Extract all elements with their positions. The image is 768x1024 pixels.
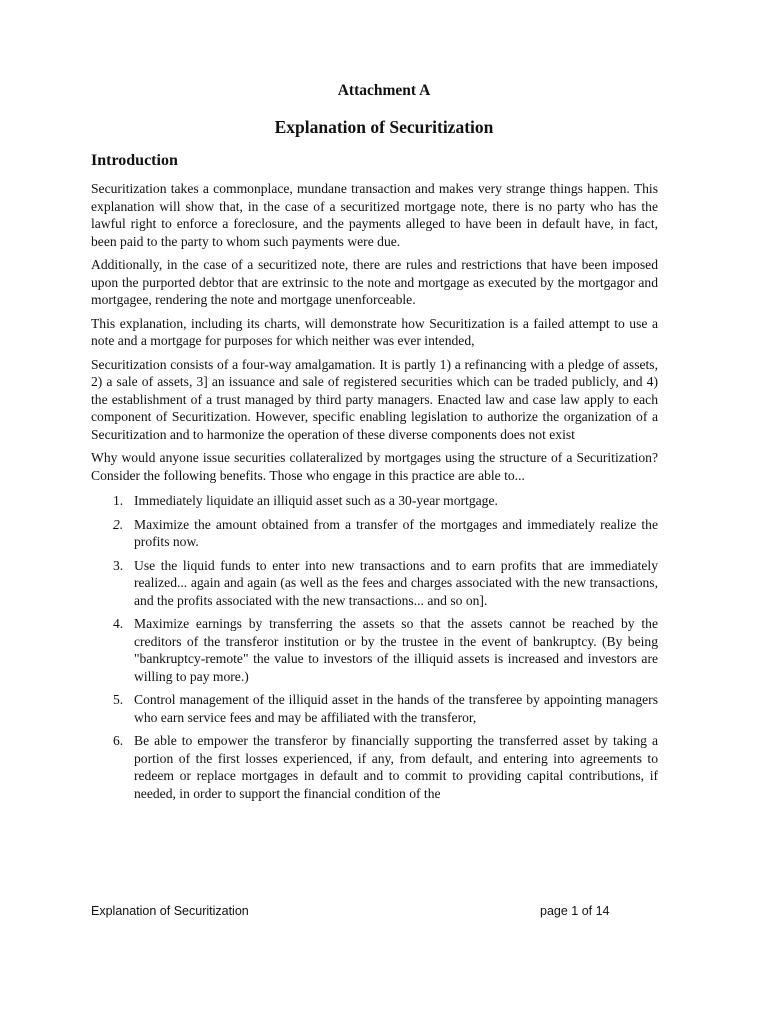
list-item-text: Be able to empower the transferor by financially supporting the transferred asset by taking a portion of the first losses experienced, if any, from default, and entering into agreements to redeem or replace mortgages in default and to commit to providing capital contributions, if needed, in order to support the financial condition of the (134, 733, 658, 801)
list-item (113, 691, 658, 726)
paragraph: Securitization consists of a four-way amalgamation. It is partly 1) a refinancing with a pledge of assets, 2) a sale of assets, 3] an issuance and sale of registered securities which can be traded publicly, and 4) the establishment of a trust managed by third party managers. Enacted law and case law apply to each component of Securitization. However, specific enabling legislation to authorize the organization of a Securitization and to harmonize the operation of these diverse components does not exist (91, 356, 658, 442)
page-number: page 1 of 14 (540, 904, 610, 918)
list-item (113, 516, 658, 551)
paragraph: This explanation, including its charts, will demonstrate how Securitization is a failed attempt to use a note and a mortgage for purposes for which neither was ever intended, (91, 315, 658, 348)
list-item-text: Use the liquid funds to enter into new transactions and to earn profits that are immediately realized... again and again (as well as the fees and charges associated with the new transactions, and the profits associated with the new transactions... and so on]. (134, 557, 658, 608)
section-heading: Introduction (91, 152, 178, 169)
list-item-text: Maximize the amount obtained from a transfer of the mortgages and immediately realize the profits now. (134, 516, 658, 549)
benefits-list (91, 492, 658, 802)
list-item-text: Control management of the illiquid asset in the hands of the transferee by appointing managers who earn service fees and may be affiliated with the transferor, (134, 692, 658, 725)
list-item-number: 1. (113, 493, 124, 508)
list-item (113, 492, 658, 510)
list-item (113, 615, 658, 685)
attachment-title: Attachment A (337, 82, 431, 99)
document-title: Explanation of Securitization (274, 117, 494, 137)
paragraph: Securitization takes a commonplace, mundane transaction and makes very strange things happen. This explanation will show that, in the case of a securitized mortgage note, there is no party who has the lawful right to enforce a foreclosure, and the payments alleged to have been in default have, in fact, been paid to the party to whom such payments were due. (91, 181, 658, 249)
paragraph: Why would anyone issue securities collateralized by mortgages using the structure of a Securitization? Consider the following benefits. Those who engage in this practice are able to... (91, 450, 658, 483)
list-item-text: Maximize earnings by transferring the assets so that the assets cannot be reached by the creditors of the transferor institution or by the trustee in the event of bankruptcy. (By being "bankruptcy-remote" the value to investors of the illiquid assets is increased and investors are willing to pay more.) (134, 616, 658, 684)
list-item (113, 732, 658, 802)
list-item-text: Immediately liquidate an illiquid asset such as a 30-year mortgage. (134, 493, 498, 508)
list-item (113, 557, 658, 610)
document-body (91, 150, 658, 808)
list-item-number: 6. (113, 733, 124, 748)
footer-title: Explanation of Securitization (91, 904, 249, 918)
list-item-number: 2. (113, 516, 124, 532)
list-item-number: 3. (113, 557, 124, 573)
paragraph: Additionally, in the case of a securitized note, there are rules and restrictions that have been imposed upon the purported debtor that are extrinsic to the note and mortgage as executed by the mortgagor and mortgagee, rendering the note and mortgage unenforceable. (91, 257, 658, 307)
list-item-number: 5. (113, 692, 124, 707)
list-item-number: 4. (113, 616, 124, 631)
